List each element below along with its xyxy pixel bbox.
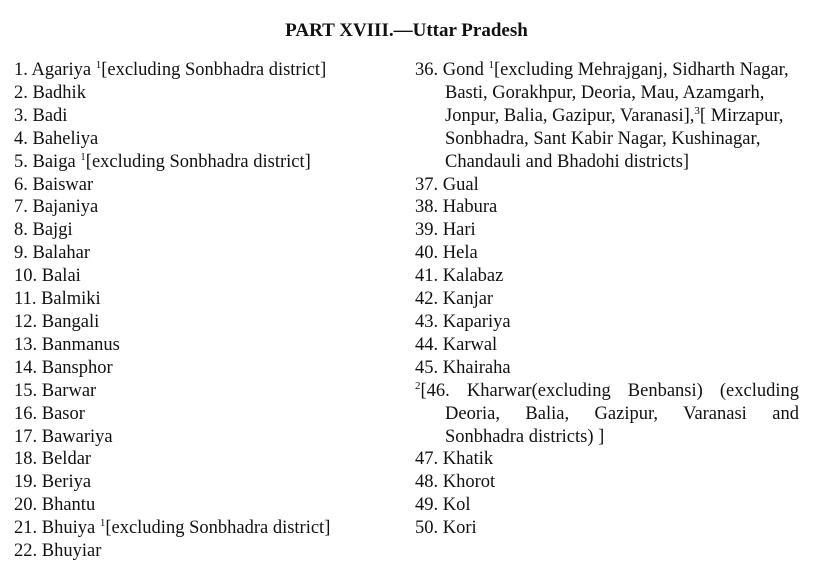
list-item — [415, 288, 799, 311]
entry-number: 47. — [415, 449, 439, 470]
list-item — [415, 174, 799, 197]
list-item — [14, 82, 394, 105]
footnote-marker: 1 — [488, 59, 494, 71]
entry-number: 22. — [14, 541, 38, 562]
entry-name: Badi — [32, 105, 68, 126]
entry-number: 20. — [14, 495, 38, 516]
entry-number: 43. — [415, 311, 439, 332]
list-item — [14, 357, 394, 380]
entry-name: Kori — [442, 518, 477, 539]
entry-name: Gond — [442, 60, 484, 80]
entry-number: 42. — [415, 289, 439, 310]
list-item — [14, 151, 394, 174]
list-item-gond — [415, 59, 799, 174]
entry-name: Habura — [442, 197, 498, 218]
entry-number: 7. — [14, 197, 28, 218]
entry-name: Bhuyiar — [41, 541, 102, 562]
entry-number: 44. — [415, 334, 439, 355]
list-item — [415, 265, 799, 288]
entry-name: Kapariya — [442, 311, 511, 332]
entry-name: Khorot — [442, 472, 496, 493]
entry-number: 40. — [415, 243, 439, 264]
list-item — [14, 540, 394, 563]
entry-name: Barwar — [41, 380, 97, 401]
entry-number: 14. — [14, 357, 38, 378]
entry-name: Balahar — [32, 243, 91, 264]
entry-number: 41. — [415, 266, 439, 287]
entry-number: 48. — [415, 472, 439, 493]
list-item — [14, 494, 394, 517]
entry-name: Balmiki — [41, 289, 101, 310]
list-item — [14, 288, 394, 311]
entry-number: 18. — [14, 449, 38, 470]
entry-number: 2. — [14, 82, 28, 103]
list-item — [415, 517, 799, 540]
entry-number: 6. — [14, 174, 28, 195]
entry-name: Bawariya — [41, 426, 113, 447]
entry-name: Beldar — [41, 449, 92, 470]
list-item — [415, 494, 799, 517]
footnote-marker: 1 — [99, 517, 106, 530]
list-item — [14, 426, 394, 449]
list-item — [14, 196, 394, 219]
entry-name: Balai — [41, 266, 81, 287]
entry-name: Hari — [442, 220, 476, 241]
list-item — [14, 448, 394, 471]
list-item — [14, 311, 394, 334]
entry-name: Kol — [442, 495, 471, 516]
entry-group — [415, 174, 799, 380]
footnote-marker: 3 — [694, 104, 700, 117]
list-item — [14, 59, 394, 82]
entry-number: 10. — [14, 266, 38, 287]
entry-number: 45. — [415, 357, 439, 378]
entry-group — [415, 448, 799, 540]
list-item — [415, 471, 799, 494]
entry-number: 4. — [14, 128, 28, 149]
entry-name: Bangali — [41, 311, 100, 332]
entry-number: 17. — [14, 426, 38, 447]
list-item — [14, 219, 394, 242]
footnote-marker: 1 — [95, 59, 102, 71]
entry-number: 49. — [415, 495, 439, 516]
entry-number: 16. — [14, 403, 38, 424]
entry-name: Baiswar — [32, 174, 94, 195]
entry-number: 11. — [14, 289, 37, 310]
entry-note: [excluding Sonbhadra district] — [101, 60, 327, 80]
entry-number: 3. — [14, 105, 28, 126]
entry-number: 19. — [14, 472, 38, 493]
footnote-marker: 2 — [415, 379, 421, 392]
entry-name: Khatik — [442, 449, 494, 470]
entry-name: Kanjar — [442, 289, 494, 310]
entry-number: 8. — [14, 220, 28, 241]
entry-note: [excluding Mehrajganj, Sidharth Nagar, Basti, Gorakhpur, Deoria, Mau, Azamgarh, Jonpur, Balia, Gazipur, Varanasi], — [445, 60, 789, 126]
list-item — [14, 105, 394, 128]
list-item — [14, 380, 394, 403]
entry-number: 13. — [14, 334, 38, 355]
entry-name: Badhik — [32, 82, 86, 103]
entry-number: 12. — [14, 311, 38, 332]
entry-name: Kalabaz — [442, 266, 504, 287]
entry-name: Bhantu — [41, 495, 96, 516]
entry-number: 38. — [415, 197, 439, 218]
entry-name: Baiga — [32, 151, 76, 172]
entry-number: 9. — [14, 243, 28, 264]
list-item — [415, 311, 799, 334]
entry-name: Basor — [41, 403, 85, 424]
entry-number: 39. — [415, 220, 439, 241]
entry-name: Bansphor — [41, 357, 113, 378]
list-item — [14, 265, 394, 288]
list-item — [415, 334, 799, 357]
entry-name: Banmanus — [41, 334, 120, 355]
list-item — [14, 403, 394, 426]
entry-note: [ Mirzapur, Sonbhadra, Sant Kabir Nagar, Kushinagar, Chandauli and Bhadohi districts] — [445, 105, 784, 172]
list-item-kharwar — [415, 380, 799, 449]
entry-name: Bajgi — [32, 220, 73, 241]
left-column — [14, 59, 394, 563]
list-item — [415, 357, 799, 380]
entry-name: Beriya — [41, 472, 92, 493]
list-item — [415, 196, 799, 219]
entry-name: Gual — [442, 174, 479, 195]
list-item — [14, 174, 394, 197]
entry-name: Hela — [442, 243, 478, 264]
list-item — [415, 242, 799, 265]
footnote-marker: 1 — [80, 150, 86, 163]
list-item — [14, 471, 394, 494]
entry-name: Bhuiya — [41, 518, 96, 539]
entry-name: Agariya — [31, 60, 92, 80]
page-title: PART XVIII.—Uttar Pradesh — [285, 20, 528, 41]
entry-name: Bajaniya — [32, 197, 99, 218]
entry-name: Karwal — [442, 334, 498, 355]
entry-note: [excluding Sonbhadra district] — [85, 151, 311, 172]
entry-number: 5. — [14, 151, 28, 172]
list-item — [415, 219, 799, 242]
list-item — [14, 517, 394, 540]
entry-name: Khairaha — [442, 357, 511, 378]
list-item — [14, 242, 394, 265]
entry-text: [46. Kharwar(excluding Benbansi) (excluding Deoria, Balia, Gazipur, Varanasi and Sonbhadra districts) ] — [420, 380, 799, 447]
entry-name: Baheliya — [32, 128, 99, 149]
list-item — [415, 448, 799, 471]
list-item — [14, 334, 394, 357]
entry-number: 15. — [14, 380, 38, 401]
right-column — [415, 59, 799, 540]
list-item — [14, 128, 394, 151]
entry-number: 1. — [14, 60, 28, 80]
entry-number: 36. — [415, 60, 439, 80]
entry-number: 21. — [14, 518, 38, 539]
entry-note: [excluding Sonbhadra district] — [105, 518, 331, 539]
entry-number: 50. — [415, 518, 439, 539]
entry-number: 37. — [415, 174, 439, 195]
